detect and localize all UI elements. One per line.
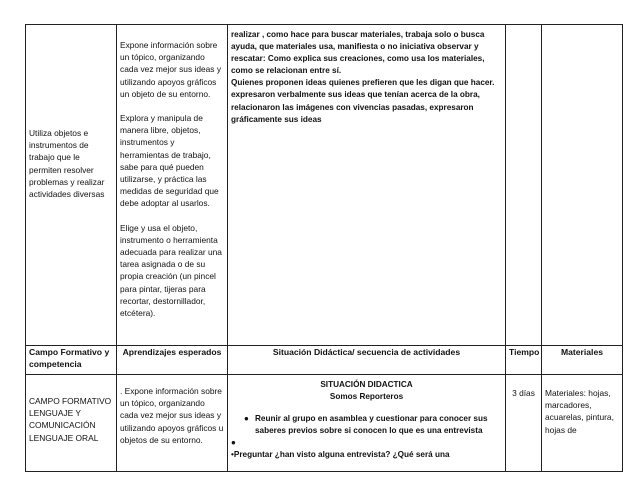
table-row	[26, 375, 623, 472]
materiales-cell	[542, 25, 623, 346]
situacion-title: SITUACIÓN DIDACTICA	[320, 380, 413, 389]
campo-cell	[26, 375, 117, 472]
planning-table	[25, 24, 623, 472]
aprendizaje-text-1: Expone información sobre un tópico, organizando cada vez mejor sus ideas y utilizando apoyos gráficos un objeto de su entorno.	[120, 40, 222, 99]
bullet-text-3: •Preguntar ¿han visto alguna entrevista? ¿Qué será una	[231, 450, 450, 460]
aprendizajes-cell-2	[117, 375, 228, 472]
aprendizaje-text-4: . Expone información sobre un tópico, organizando cada vez mejor sus ideas y utilizando apoyos gráficos u objetos de su entorno.	[120, 386, 224, 445]
aprendizajes-cell	[117, 25, 228, 346]
tiempo-value: 3 días	[512, 388, 535, 398]
materiales-cell-2	[542, 375, 623, 472]
situacion-text-1: realizar , como hace para buscar materiales, trabaja solo o busca ayuda, que materiales usa, manifiesta o no iniciativa observar y rescatar: Como explica sus creaciones, como usa los materiales, como se relacionan entre sí.	[231, 30, 485, 76]
header-situacion: Situación Didáctica/ secuencia de actividades	[228, 346, 506, 375]
list-item	[231, 413, 502, 437]
campo-text: CAMPO FORMATIVO LENGUAJE Y COMUNICACIÓN LENGUAJE ORAL	[29, 396, 112, 443]
aprendizaje-text-3: Elige y usa el objeto, instrumento o herramienta adecuada para realizar una tarea asignada o de su propia creación (un pincel para pintar, tijeras para recortar, destornillador, etcétera).	[120, 222, 222, 319]
situacion-subtitle: Somos Reporteros	[329, 392, 404, 402]
list-item	[231, 437, 502, 449]
table-row	[26, 25, 623, 346]
header-campo: Campo Formativo y competencia	[26, 346, 117, 375]
bullet-icon: ●	[244, 414, 249, 424]
tiempo-cell-2	[506, 375, 542, 472]
bullet-icon: ●	[231, 438, 236, 448]
header-aprendizajes: Aprendizajes esperados	[117, 346, 228, 375]
situacion-cell	[228, 25, 506, 346]
competencia-cell	[26, 25, 117, 346]
situacion-text-2: Quienes proponen ideas quienes prefieren que les digan que hacer. expresaron verbalmente sus ideas que tenían acerca de la obra, relacionaron las imágenes con vivencias pasadas, expresaron gráficamente sus ideas	[231, 78, 495, 124]
bullet-text-1: Reunir al grupo en asamblea y cuestionar para conocer sus saberes previos sobre si conocen lo que es una entrevista	[255, 414, 488, 436]
header-row	[26, 346, 623, 375]
situacion-cell-2	[228, 375, 506, 472]
tiempo-cell	[506, 25, 542, 346]
materiales-value: Materiales: hojas, marcadores, acuarelas, pintura, hojas de	[545, 388, 614, 435]
competencia-text: Utiliza objetos e instrumentos de trabajo que le permiten resolver problemas y realizar actividades diversas	[29, 128, 105, 200]
header-materiales: Materiales	[542, 346, 623, 375]
header-tiempo: Tiempo	[506, 346, 542, 375]
aprendizaje-text-2: Explora y manipula de manera libre, objetos, instrumentos y herramientas de trabajo, sabe para qué pueden utilizarse, y práctica las medidas de seguridad que debe adoptar al usarlos.	[120, 113, 219, 209]
